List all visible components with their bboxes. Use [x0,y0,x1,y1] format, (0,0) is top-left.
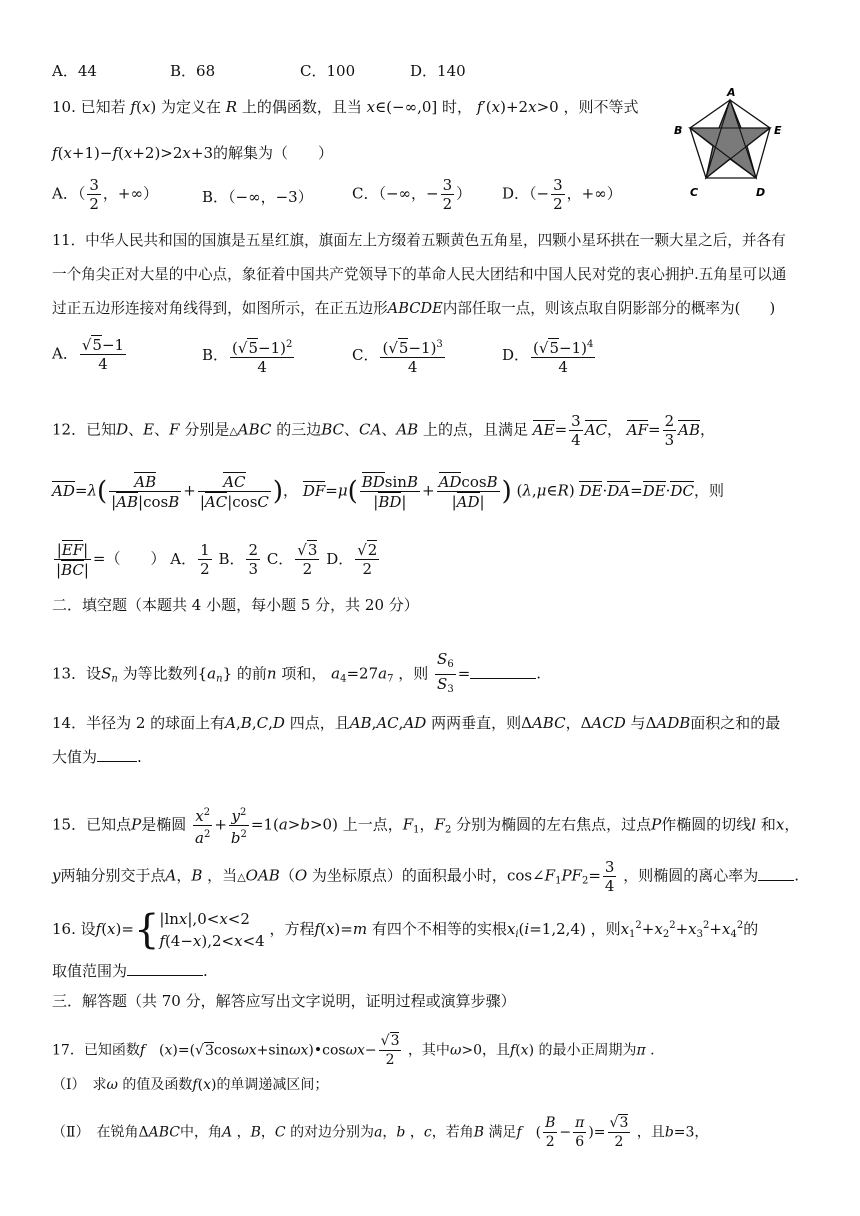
q11-option-d: D． $\frac{(√5-1)^4}{4}$ [502,336,597,376]
q12-line3: $\frac{|EF|}{|BC|}$ =（ ） A． $\frac{1}{2}$ B． $\frac{2}{3}$ C． $\frac{√3}{2}$ D． $\frac{√2}{2}$ [52,540,381,579]
q16-line1: 16. 设f(x)={ |lnx|,0<x<2 f(4−x),2<x<4 ，方程f(x)=m 有四个不相等的实根$x_i(i=1,2,4)$ ，则$x_1^2+x_2^2+x_3^2+x_4^2$的 [52,907,759,953]
q12-option-b: B． $\frac{2}{3}$ [218,541,259,578]
q12-option-a: A． $\frac{1}{2}$ [170,541,210,578]
q17-part2: （Ⅱ） 在锐角ΔABC中，角A ，B，C 的对边分别为a，b ，c，若角B 满足f ( $\frac{B}{2}$ − $\frac{\pi}{6}$ )= $\frac{√3}{2}$ ，且b=3， [52,1115,709,1150]
q16-line2: 取值范围为 . [52,962,208,980]
pentagon-star-figure [668,84,780,206]
q10-option-b: B．（−∞，−3） [202,188,313,206]
q15-line2: y两轴分别交于点A，B ，当△OAB（O 为坐标原点）的面积最小时，$\cos\angle F_1PF_2=$ $\frac{3}{4}$ ，则椭圆的离心率为 . [52,858,800,895]
q13: 13．设$S_n$ 为等比数列$\{a_n\}$ 的前n 项和， $a_4=27a_7$ ，则 $\frac{S_6}{S_3}$ = . [52,650,542,695]
q12-line1: 12．已知D、E、F 分别是△ABC 的三边BC、CA、AB 上的点，且满足 AE= $\frac{3}{4}$ AC， AF= $\frac{2}{3}$ AB， [52,412,716,449]
vertex-label-c: C [690,186,699,199]
q11-line3: 过正五边形连接对角线得到，如图所示，在正五边形ABCDE内部任取一点，则该点取自阴影部分的概率为( ) [52,300,776,317]
q9-option-c: C．100 [300,62,356,80]
q12-option-d: D． $\frac{√2}{2}$ [326,541,378,578]
vertex-label-e: E [774,124,782,137]
q9-option-d: D．140 [410,62,466,80]
q11-option-c: C． $\frac{(√5-1)^3}{4}$ [352,336,447,376]
q10-line2: f(x+1)−f(x+2)>2x+3的解集为（ ） [52,144,334,162]
q17-stem: 17．已知函数f (x)=(√3cosωx+sinωx)•cosωx− $\frac{√3}{2}$ ，其中ω>0，且f(x) 的最小正周期为π . [52,1033,655,1068]
q11-line2: 一个角尖正对大星的中心点，象征着中国共产党领导下的革命人民大团结和中国人民对党的衷心拥护.五角星可以通 [52,266,787,283]
q11-option-b: B． $\frac{(√5-1)^2}{4}$ [202,336,296,376]
q10-option-d: D．（− $\frac{3}{2}$ ，+∞） [502,176,622,213]
q10-option-a: A．（ $\frac{3}{2}$ ，+∞） [52,176,158,213]
q12-option-c: C． $\frac{√3}{2}$ [266,541,318,578]
vertex-label-d: D [756,186,766,199]
q12-line2: AD=λ( $\frac{AB}{|AB|\cos B}$ + $\frac{AC}{|AC|\cos C}$ )， DF=μ( $\frac{BDsinB}{|BD|}$ + $\frac{ADcosB}{|AD|}$ ) (λ,μ∈R) DE·DA=DE·DC，则 [52,473,724,511]
vertex-label-a: A [727,86,736,99]
vertex-label-b: B [674,124,683,137]
q11-option-a: A． $\frac{√5-1}{4}$ [52,336,125,373]
q10-option-c: C．（−∞，− $\frac{3}{2}$ ） [352,176,472,213]
section-2-heading: 二．填空题（本题共 4 小题，每小题 5 分，共 20 分） [52,596,419,614]
section-3-heading: 三．解答题（共 70 分，解答应写出文字说明，证明过程或演算步骤） [52,992,516,1010]
q9-option-b: B．68 [170,62,216,80]
q14-line2: 大值为 . [52,748,142,766]
q10-line1: 10. 已知若 f(x) 为定义在 R 上的偶函数，且当 x∈(−∞,0] 时， f′(x)+2x>0 ，则不等式 [52,98,639,116]
q9-option-a: A．44 [52,62,97,80]
q11-line1: 11．中华人民共和国的国旗是五星红旗，旗面左上方缀着五颗黄色五角星，四颗小星环拱在一颗大星之后，并各有 [52,232,786,249]
q15-line1: 15．已知点P是椭圆 $\frac{x^2}{a^2}$ + $\frac{y^2}{b^2}$ =1(a>b>0) 上一点，$F_1$，$F_2$ 分别为椭圆的左右焦点，过点P作椭圆的切线l 和x， [52,804,799,847]
q14-line1: 14．半径为 2 的球面上有A,B,C,D 四点，且AB,AC,AD 两两垂直，则ΔABC，ΔACD 与ΔADB面积之和的最 [52,714,781,732]
q17-part1: （Ⅰ） 求ω 的值及函数f(x)的单调递减区间； [52,1077,329,1093]
